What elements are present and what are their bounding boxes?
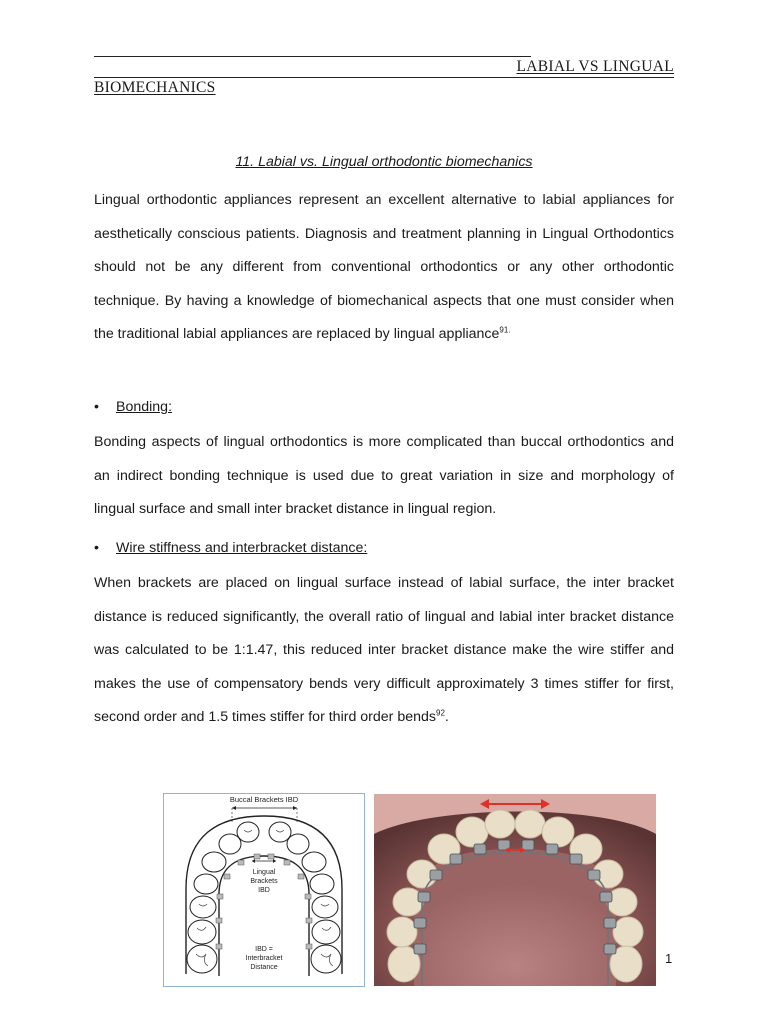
lingual-label-line-2: Brackets: [250, 878, 278, 885]
lingual-brackets-photo: [374, 794, 656, 986]
ibd-definition-line-1: IBD =: [255, 946, 273, 953]
bullet-marker: •: [94, 399, 99, 415]
ibd-definition-line-3: Distance: [250, 964, 278, 971]
ibd-diagram-figure: [163, 793, 365, 987]
ibd-definition-line-2: Interbracket: [245, 955, 283, 962]
running-header-right: LABIAL VS LINGUAL: [516, 58, 674, 75]
lingual-label-line-3: IBD: [258, 887, 270, 894]
bullet-wire-label: Wire stiffness and interbracket distance:: [116, 540, 368, 556]
bullet-marker: •: [94, 540, 99, 556]
bullet-bonding: [94, 397, 172, 417]
citation-91: 91.: [499, 325, 511, 335]
header-rule-bottom: [94, 77, 674, 78]
paragraph-intro-text: Lingual orthodontic appliances represent an excellent alternative to labial appliances for aesthetically conscious patients. Diagnosis and treatment planning in Lingual Orthodontics should not be any different from conventional orthodontics or any other orthodontic technique. By having a knowledge of biomechanical aspects that one must consider when the traditional labial appliances are replaced by lingual appliance: [94, 192, 674, 343]
lingual-label-line-1: Lingual: [252, 869, 276, 876]
paragraph-bonding: Bonding aspects of lingual orthodontics is more complicated than buccal orthodontics and an indirect bonding technique is used due to great variation in size and morphology of lingual surface and small inter bracket distance in lingual region.: [94, 434, 674, 518]
intraoral-photo: [374, 794, 656, 986]
paragraph-intro: [94, 184, 674, 352]
paragraph-wire-stiffness: [94, 567, 674, 735]
header-rule-top: [94, 56, 531, 57]
citation-92: 92: [436, 708, 445, 718]
diagram-title: Buccal Brackets IBD: [229, 795, 299, 804]
bullet-bonding-label: Bonding:: [116, 399, 173, 415]
section-title: 11. Labial vs. Lingual orthodontic biomechanics: [235, 154, 533, 170]
ibd-diagram: [164, 794, 364, 986]
paragraph-wire-end: .: [444, 709, 449, 726]
paragraph-wire-text: When brackets are placed on lingual surface instead of labial surface, the inter bracket distance is reduced significantly, the overall ratio of lingual and labial inter bracket distance was calculated to be 1:1.47, this reduced inter bracket distance make the wire stiffer and makes the use of compensatory bends very difficult approximately 3 times stiffer for first, second order and 1.5 times stiffer for third order bends: [94, 575, 674, 726]
running-header-left: BIOMECHANICS: [94, 79, 216, 96]
page-number: 1: [665, 951, 673, 966]
bullet-wire-stiffness: [94, 538, 367, 558]
